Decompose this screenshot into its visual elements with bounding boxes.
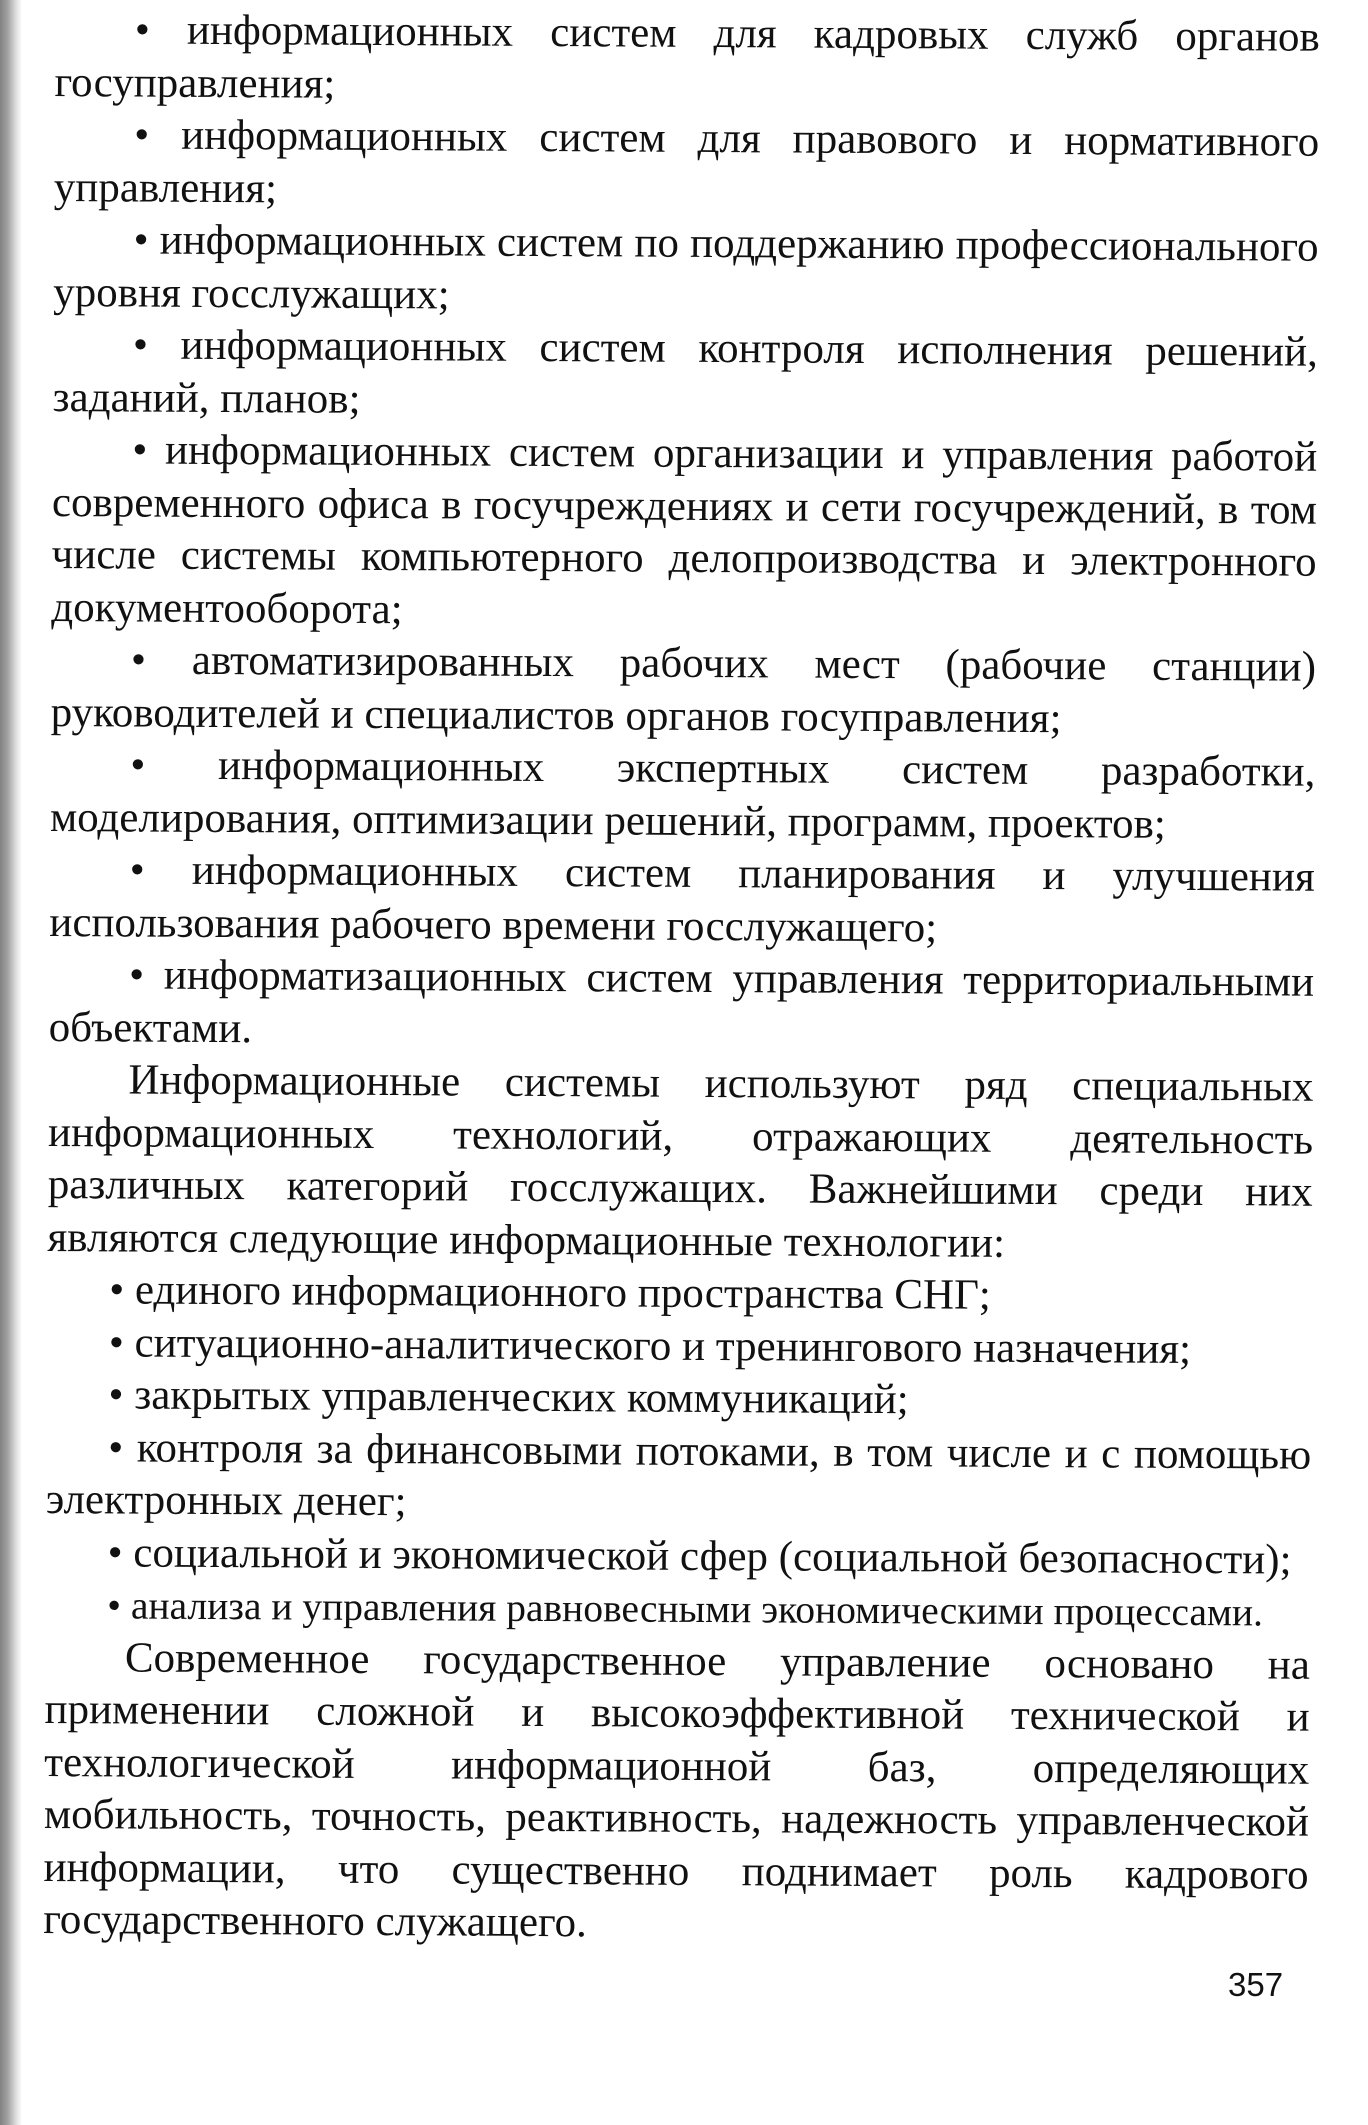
- list-item: • закрытых управленческих коммуникаций;: [108, 1371, 909, 1424]
- list-item: • информационных систем для кадровых служб органов госуправления;: [54, 6, 1320, 108]
- page-number: 357: [1228, 1966, 1284, 2003]
- list-item: • контроля за финансовыми потоками, в том числе и с помощью электронных денег;: [45, 1423, 1312, 1526]
- list-item: • информационных систем для правового и нормативного управления;: [53, 111, 1320, 212]
- body-paragraph: Современное государственное управление основано на применении сложной и высокоэффективной технической и технологической информационной баз, определяющих мобильность, точность, реактивность, надежность управленческой информации, что существенно поднимает роль кадрового государственного служащего.: [43, 1633, 1311, 1947]
- list-item: • автоматизированных рабочих мест (рабочие станции) руководителей и специалистов органов госуправления;: [50, 636, 1317, 742]
- list-item: • информационных систем контроля исполнения решений, заданий, планов;: [52, 321, 1319, 423]
- list-item: • социальной и экономической сфер (социальной безопасности);: [107, 1528, 1292, 1584]
- page-binding-shadow: [0, 0, 22, 2125]
- list-item: • информационных систем планирования и улучшения использования рабочего времени госслужащего;: [49, 846, 1315, 951]
- list-item: • информационных систем по поддержанию профессионального уровня госслужащих;: [53, 216, 1319, 318]
- list-item: • анализа и управления равновесными экономическими процессами.: [107, 1583, 1264, 1635]
- list-item: • информационных систем организации и управления работой современного офиса в госучреждениях и сети госучреждений, в том числе системы компьютерного делопроизводства и электронного документооборота;: [51, 426, 1318, 633]
- body-paragraph: Информационные системы используют ряд специальных информационных технологий, отражающих деятельность различных категорий госслужащих. Важнейшими среди них являются следующие информационные технологии:: [47, 1056, 1314, 1267]
- list-item: • информатизационных систем управления территориальными объектами.: [48, 951, 1315, 1052]
- list-item: • информационных экспертных систем разработки, моделирования, оптимизации решений, программ, проектов;: [49, 741, 1316, 848]
- list-item: • ситуационно-аналитического и тренингового назначения;: [108, 1318, 1192, 1373]
- page-text: [43, 4, 1320, 1954]
- list-item: • единого информационного пространства СНГ;: [109, 1266, 991, 1319]
